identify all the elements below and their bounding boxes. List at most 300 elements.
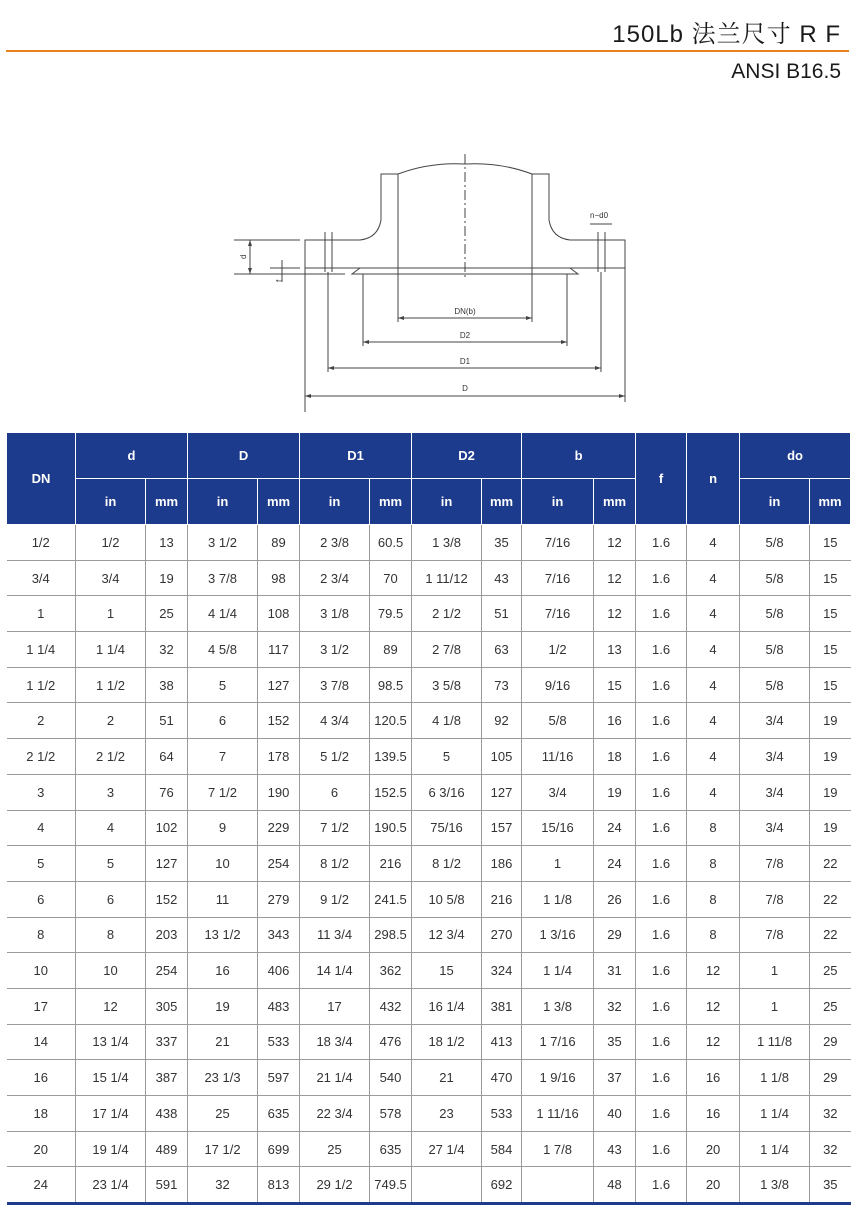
table-cell: 343 bbox=[258, 917, 300, 953]
table-cell: 37 bbox=[594, 1060, 636, 1096]
table-row bbox=[7, 667, 851, 703]
col-header-dn: DN bbox=[7, 433, 76, 525]
label-d1: D1 bbox=[459, 357, 471, 366]
table-cell: 8 bbox=[76, 917, 146, 953]
page-title: 150Lb 法兰尺寸 R F bbox=[612, 21, 841, 48]
table-cell: 1 1/2 bbox=[7, 667, 76, 703]
table-cell: 4 bbox=[687, 560, 740, 596]
col-header-f: f bbox=[636, 433, 687, 525]
table-cell: 43 bbox=[482, 560, 522, 596]
table-cell: 79.5 bbox=[370, 596, 412, 632]
table-cell: 16 1/4 bbox=[412, 988, 482, 1024]
table-cell: 3 bbox=[7, 774, 76, 810]
table-row bbox=[7, 917, 851, 953]
table-cell: 4 bbox=[687, 667, 740, 703]
table-cell: 7/8 bbox=[740, 846, 810, 882]
table-cell: 362 bbox=[370, 953, 412, 989]
table-cell: 19 bbox=[810, 703, 851, 739]
table-cell: 15 bbox=[810, 560, 851, 596]
table-cell: 73 bbox=[482, 667, 522, 703]
table-cell: 4 bbox=[76, 810, 146, 846]
table-cell: 1 3/8 bbox=[412, 525, 482, 561]
table-cell: 1.6 bbox=[636, 881, 687, 917]
table-cell: 13 1/4 bbox=[76, 1024, 146, 1060]
table-cell: 19 bbox=[810, 739, 851, 775]
table-cell: 270 bbox=[482, 917, 522, 953]
table-cell: 7/16 bbox=[522, 525, 594, 561]
table-cell: 1 3/8 bbox=[740, 1167, 810, 1204]
table-cell: 17 bbox=[7, 988, 76, 1024]
table-cell: 5 bbox=[412, 739, 482, 775]
table-cell: 8 bbox=[7, 917, 76, 953]
table-cell: 10 bbox=[7, 953, 76, 989]
table-cell: 489 bbox=[146, 1131, 188, 1167]
table-cell: 2 3/8 bbox=[300, 525, 370, 561]
table-cell: 4 bbox=[687, 774, 740, 810]
table-cell: 2 1/2 bbox=[7, 739, 76, 775]
table-cell: 22 bbox=[810, 846, 851, 882]
table-cell: 298.5 bbox=[370, 917, 412, 953]
label-n-d0: n−d0 bbox=[590, 211, 609, 220]
table-cell: 23 1/4 bbox=[76, 1167, 146, 1204]
table-cell: 190 bbox=[258, 774, 300, 810]
table-cell: 254 bbox=[258, 846, 300, 882]
table-cell: 12 bbox=[687, 1024, 740, 1060]
table-cell: 11/16 bbox=[522, 739, 594, 775]
table-cell: 25 bbox=[188, 1096, 258, 1132]
table-cell: 413 bbox=[482, 1024, 522, 1060]
table-row bbox=[7, 1024, 851, 1060]
table-cell: 2 1/2 bbox=[76, 739, 146, 775]
table-cell: 19 1/4 bbox=[76, 1131, 146, 1167]
table-cell: 51 bbox=[146, 703, 188, 739]
table-cell: 1.6 bbox=[636, 810, 687, 846]
table-cell: 19 bbox=[810, 810, 851, 846]
table-cell: 6 bbox=[76, 881, 146, 917]
table-cell: 21 bbox=[412, 1060, 482, 1096]
table-cell: 16 bbox=[7, 1060, 76, 1096]
table-cell: 1 1/8 bbox=[740, 1060, 810, 1096]
table-cell: 4 bbox=[687, 596, 740, 632]
table-cell: 108 bbox=[258, 596, 300, 632]
table-cell: 4 bbox=[687, 703, 740, 739]
subheader-mm: mm bbox=[370, 479, 412, 525]
subheader-in: in bbox=[412, 479, 482, 525]
table-cell: 1.6 bbox=[636, 846, 687, 882]
table-cell: 5 bbox=[188, 667, 258, 703]
table-cell: 8 1/2 bbox=[300, 846, 370, 882]
table-cell: 279 bbox=[258, 881, 300, 917]
table-cell: 4 5/8 bbox=[188, 632, 258, 668]
table-cell: 1 1/4 bbox=[7, 632, 76, 668]
table-cell: 3 7/8 bbox=[300, 667, 370, 703]
table-cell: 63 bbox=[482, 632, 522, 668]
table-cell: 1 11/16 bbox=[522, 1096, 594, 1132]
col-header-d: d bbox=[76, 433, 188, 479]
table-cell: 11 3/4 bbox=[300, 917, 370, 953]
subheader-in: in bbox=[300, 479, 370, 525]
table-cell: 48 bbox=[594, 1167, 636, 1204]
table-cell: 7/16 bbox=[522, 560, 594, 596]
table-cell: 25 bbox=[810, 953, 851, 989]
table-cell: 32 bbox=[594, 988, 636, 1024]
table-cell: 699 bbox=[258, 1131, 300, 1167]
table-cell: 324 bbox=[482, 953, 522, 989]
label-dn-b: DN(b) bbox=[454, 307, 476, 316]
table-cell: 1 1/4 bbox=[740, 1096, 810, 1132]
table-row bbox=[7, 739, 851, 775]
table-cell: 5/8 bbox=[740, 596, 810, 632]
table-cell: 22 bbox=[810, 917, 851, 953]
table-cell: 470 bbox=[482, 1060, 522, 1096]
table-cell: 406 bbox=[258, 953, 300, 989]
table-cell: 692 bbox=[482, 1167, 522, 1204]
table-cell: 8 bbox=[687, 810, 740, 846]
flange-dimensions-table bbox=[6, 432, 851, 1205]
table-cell: 186 bbox=[482, 846, 522, 882]
table-cell: 10 5/8 bbox=[412, 881, 482, 917]
table-cell: 2 bbox=[7, 703, 76, 739]
table-cell: 127 bbox=[482, 774, 522, 810]
table-cell: 5/8 bbox=[740, 525, 810, 561]
table-cell: 92 bbox=[482, 703, 522, 739]
table-cell: 25 bbox=[300, 1131, 370, 1167]
table-cell: 75/16 bbox=[412, 810, 482, 846]
table-cell: 64 bbox=[146, 739, 188, 775]
table-cell: 20 bbox=[687, 1167, 740, 1204]
table-cell: 16 bbox=[594, 703, 636, 739]
table-cell: 11 bbox=[188, 881, 258, 917]
table-cell: 5/8 bbox=[522, 703, 594, 739]
table-cell: 31 bbox=[594, 953, 636, 989]
col-header-D2: D2 bbox=[412, 433, 522, 479]
table-row bbox=[7, 810, 851, 846]
table-cell: 483 bbox=[258, 988, 300, 1024]
table-cell: 178 bbox=[258, 739, 300, 775]
table-cell: 21 bbox=[188, 1024, 258, 1060]
table-row bbox=[7, 1131, 851, 1167]
table-cell: 38 bbox=[146, 667, 188, 703]
table-cell: 15/16 bbox=[522, 810, 594, 846]
table-cell: 203 bbox=[146, 917, 188, 953]
table-cell: 25 bbox=[146, 596, 188, 632]
table-cell: 4 bbox=[687, 739, 740, 775]
subheader-in: in bbox=[522, 479, 594, 525]
table-cell: 12 bbox=[76, 988, 146, 1024]
table-cell: 3 7/8 bbox=[188, 560, 258, 596]
subheader-mm: mm bbox=[258, 479, 300, 525]
table-cell: 152 bbox=[258, 703, 300, 739]
table-cell: 127 bbox=[258, 667, 300, 703]
table-cell: 1.6 bbox=[636, 1131, 687, 1167]
table-cell: 3 1/2 bbox=[300, 632, 370, 668]
table-cell: 14 1/4 bbox=[300, 953, 370, 989]
table-cell: 22 3/4 bbox=[300, 1096, 370, 1132]
table-cell: 476 bbox=[370, 1024, 412, 1060]
table-cell: 105 bbox=[482, 739, 522, 775]
table-cell: 1.6 bbox=[636, 917, 687, 953]
table-cell: 1 bbox=[76, 596, 146, 632]
table-cell: 15 bbox=[810, 667, 851, 703]
table-cell: 25 bbox=[810, 988, 851, 1024]
table-cell: 1.6 bbox=[636, 560, 687, 596]
table-cell: 89 bbox=[370, 632, 412, 668]
table-cell: 190.5 bbox=[370, 810, 412, 846]
table-cell: 15 bbox=[412, 953, 482, 989]
table-cell: 1.6 bbox=[636, 1024, 687, 1060]
table-cell: 540 bbox=[370, 1060, 412, 1096]
table-cell: 10 bbox=[188, 846, 258, 882]
table-cell: 4 bbox=[687, 525, 740, 561]
table-cell: 5/8 bbox=[740, 632, 810, 668]
table-cell: 1 bbox=[740, 953, 810, 989]
table-cell: 1.6 bbox=[636, 774, 687, 810]
table-cell: 12 bbox=[687, 953, 740, 989]
subheader-in: in bbox=[740, 479, 810, 525]
table-row bbox=[7, 525, 851, 561]
table-row bbox=[7, 846, 851, 882]
table-cell: 32 bbox=[810, 1131, 851, 1167]
table-cell: 89 bbox=[258, 525, 300, 561]
table-cell: 16 bbox=[687, 1060, 740, 1096]
table-cell: 1 1/4 bbox=[740, 1131, 810, 1167]
subheader-mm: mm bbox=[146, 479, 188, 525]
table-cell: 8 bbox=[687, 917, 740, 953]
table-cell: 152 bbox=[146, 881, 188, 917]
table-cell: 1 11/12 bbox=[412, 560, 482, 596]
table-cell: 1.6 bbox=[636, 632, 687, 668]
table-cell: 3/4 bbox=[522, 774, 594, 810]
table-cell: 15 bbox=[810, 596, 851, 632]
table-cell: 584 bbox=[482, 1131, 522, 1167]
table-cell: 305 bbox=[146, 988, 188, 1024]
table-cell: 1.6 bbox=[636, 1096, 687, 1132]
table-cell: 29 1/2 bbox=[300, 1167, 370, 1204]
table-cell: 20 bbox=[7, 1131, 76, 1167]
table-cell: 3/4 bbox=[76, 560, 146, 596]
table-cell: 1 1/2 bbox=[76, 667, 146, 703]
table-cell: 2 bbox=[76, 703, 146, 739]
table-cell: 29 bbox=[810, 1060, 851, 1096]
table-cell: 1.6 bbox=[636, 596, 687, 632]
table-cell: 2 7/8 bbox=[412, 632, 482, 668]
table-cell: 5/8 bbox=[740, 667, 810, 703]
table-cell: 29 bbox=[810, 1024, 851, 1060]
table-cell: 7/8 bbox=[740, 917, 810, 953]
table-cell: 6 bbox=[7, 881, 76, 917]
table-cell: 20 bbox=[687, 1131, 740, 1167]
table-cell: 9 1/2 bbox=[300, 881, 370, 917]
table-cell: 18 3/4 bbox=[300, 1024, 370, 1060]
table-cell: 1 bbox=[740, 988, 810, 1024]
table-cell: 27 1/4 bbox=[412, 1131, 482, 1167]
table-cell: 5 bbox=[7, 846, 76, 882]
table-cell: 1/2 bbox=[76, 525, 146, 561]
table-cell: 7 1/2 bbox=[300, 810, 370, 846]
table-cell: 1.6 bbox=[636, 525, 687, 561]
table-cell: 17 1/2 bbox=[188, 1131, 258, 1167]
table-row bbox=[7, 1167, 851, 1204]
table-cell: 8 bbox=[687, 881, 740, 917]
table-row bbox=[7, 774, 851, 810]
table-cell: 19 bbox=[146, 560, 188, 596]
table-cell: 1 1/8 bbox=[522, 881, 594, 917]
table-cell: 533 bbox=[258, 1024, 300, 1060]
table-row bbox=[7, 560, 851, 596]
table-cell: 1 9/16 bbox=[522, 1060, 594, 1096]
table-cell: 3/4 bbox=[740, 739, 810, 775]
table-cell: 1 bbox=[7, 596, 76, 632]
table-cell: 9/16 bbox=[522, 667, 594, 703]
col-header-do: do bbox=[740, 433, 851, 479]
table-row bbox=[7, 632, 851, 668]
table-cell: 6 bbox=[188, 703, 258, 739]
table-cell: 1/2 bbox=[7, 525, 76, 561]
table-body bbox=[7, 525, 851, 1204]
table-cell: 229 bbox=[258, 810, 300, 846]
table-cell: 15 bbox=[810, 632, 851, 668]
table-cell: 98 bbox=[258, 560, 300, 596]
table-cell: 3/4 bbox=[740, 810, 810, 846]
table-cell: 1.6 bbox=[636, 988, 687, 1024]
table-row bbox=[7, 953, 851, 989]
table-cell: 35 bbox=[594, 1024, 636, 1060]
subheader-in: in bbox=[188, 479, 258, 525]
table-cell: 3/4 bbox=[740, 774, 810, 810]
table-cell: 1.6 bbox=[636, 667, 687, 703]
table-cell: 813 bbox=[258, 1167, 300, 1204]
table-cell bbox=[522, 1167, 594, 1204]
table-cell: 35 bbox=[482, 525, 522, 561]
table-cell: 13 bbox=[146, 525, 188, 561]
table-cell: 15 bbox=[810, 525, 851, 561]
table-cell: 22 bbox=[810, 881, 851, 917]
table-cell: 1 7/8 bbox=[522, 1131, 594, 1167]
table-cell: 12 bbox=[687, 988, 740, 1024]
table-cell: 1.6 bbox=[636, 1060, 687, 1096]
table-cell: 387 bbox=[146, 1060, 188, 1096]
table-cell: 1.6 bbox=[636, 1167, 687, 1204]
table-cell: 19 bbox=[810, 774, 851, 810]
table-cell: 14 bbox=[7, 1024, 76, 1060]
page-subtitle: ANSI B16.5 bbox=[731, 60, 841, 83]
table-cell: 381 bbox=[482, 988, 522, 1024]
table-cell: 4 3/4 bbox=[300, 703, 370, 739]
table-cell: 19 bbox=[594, 774, 636, 810]
label-D: D bbox=[462, 384, 468, 393]
table-cell: 4 1/4 bbox=[188, 596, 258, 632]
table-cell: 18 bbox=[594, 739, 636, 775]
table-row bbox=[7, 881, 851, 917]
table-cell: 8 1/2 bbox=[412, 846, 482, 882]
table-cell: 3 1/2 bbox=[188, 525, 258, 561]
table-cell: 3 1/8 bbox=[300, 596, 370, 632]
table-cell: 7 1/2 bbox=[188, 774, 258, 810]
label-f: f bbox=[275, 279, 284, 282]
table-cell: 19 bbox=[188, 988, 258, 1024]
subheader-mm: mm bbox=[482, 479, 522, 525]
table-cell: 1 3/8 bbox=[522, 988, 594, 1024]
table-cell: 17 1/4 bbox=[76, 1096, 146, 1132]
table-cell: 13 bbox=[594, 632, 636, 668]
table-cell: 16 bbox=[188, 953, 258, 989]
table-cell: 23 1/3 bbox=[188, 1060, 258, 1096]
table-cell: 1.6 bbox=[636, 953, 687, 989]
table-cell: 254 bbox=[146, 953, 188, 989]
label-d: d bbox=[239, 254, 248, 259]
table-cell: 12 bbox=[594, 560, 636, 596]
label-d2: D2 bbox=[459, 331, 471, 340]
table-cell: 432 bbox=[370, 988, 412, 1024]
table-cell: 32 bbox=[188, 1167, 258, 1204]
table-cell: 749.5 bbox=[370, 1167, 412, 1204]
table-cell: 13 1/2 bbox=[188, 917, 258, 953]
table-row bbox=[7, 988, 851, 1024]
table-cell: 24 bbox=[594, 846, 636, 882]
table-cell: 40 bbox=[594, 1096, 636, 1132]
table-cell: 1.6 bbox=[636, 739, 687, 775]
table-row bbox=[7, 703, 851, 739]
table-cell: 120.5 bbox=[370, 703, 412, 739]
table-cell: 241.5 bbox=[370, 881, 412, 917]
table-cell: 127 bbox=[146, 846, 188, 882]
table-cell: 15 bbox=[594, 667, 636, 703]
table-cell: 6 bbox=[300, 774, 370, 810]
table-cell: 2 1/2 bbox=[412, 596, 482, 632]
table-cell: 337 bbox=[146, 1024, 188, 1060]
table-cell: 23 bbox=[412, 1096, 482, 1132]
table-cell: 8 bbox=[687, 846, 740, 882]
table-cell: 157 bbox=[482, 810, 522, 846]
table-cell: 117 bbox=[258, 632, 300, 668]
subheader-in: in bbox=[76, 479, 146, 525]
table-cell: 1 1/4 bbox=[522, 953, 594, 989]
table-cell: 1 bbox=[522, 846, 594, 882]
table-cell: 1 7/16 bbox=[522, 1024, 594, 1060]
table-cell: 7/8 bbox=[740, 881, 810, 917]
table-cell: 35 bbox=[810, 1167, 851, 1204]
col-header-b: b bbox=[522, 433, 636, 479]
table-cell: 597 bbox=[258, 1060, 300, 1096]
flange-diagram bbox=[0, 140, 855, 420]
table-cell: 591 bbox=[146, 1167, 188, 1204]
table-cell: 1.6 bbox=[636, 703, 687, 739]
table-cell: 12 bbox=[594, 596, 636, 632]
table-cell: 24 bbox=[594, 810, 636, 846]
table-cell: 3/4 bbox=[740, 703, 810, 739]
table-cell: 216 bbox=[370, 846, 412, 882]
table-cell: 1 1/4 bbox=[76, 632, 146, 668]
table-cell: 43 bbox=[594, 1131, 636, 1167]
col-header-n: n bbox=[687, 433, 740, 525]
table-cell bbox=[412, 1167, 482, 1204]
table-cell: 4 bbox=[7, 810, 76, 846]
table-cell: 4 1/8 bbox=[412, 703, 482, 739]
table-cell: 3 5/8 bbox=[412, 667, 482, 703]
table-cell: 6 3/16 bbox=[412, 774, 482, 810]
table-cell: 2 3/4 bbox=[300, 560, 370, 596]
table-row bbox=[7, 1060, 851, 1096]
table-cell: 102 bbox=[146, 810, 188, 846]
table-row bbox=[7, 596, 851, 632]
table-cell: 21 1/4 bbox=[300, 1060, 370, 1096]
table-cell: 12 bbox=[594, 525, 636, 561]
subheader-mm: mm bbox=[594, 479, 636, 525]
table-cell: 5 bbox=[76, 846, 146, 882]
table-cell: 26 bbox=[594, 881, 636, 917]
table-cell: 76 bbox=[146, 774, 188, 810]
table-cell: 18 bbox=[7, 1096, 76, 1132]
